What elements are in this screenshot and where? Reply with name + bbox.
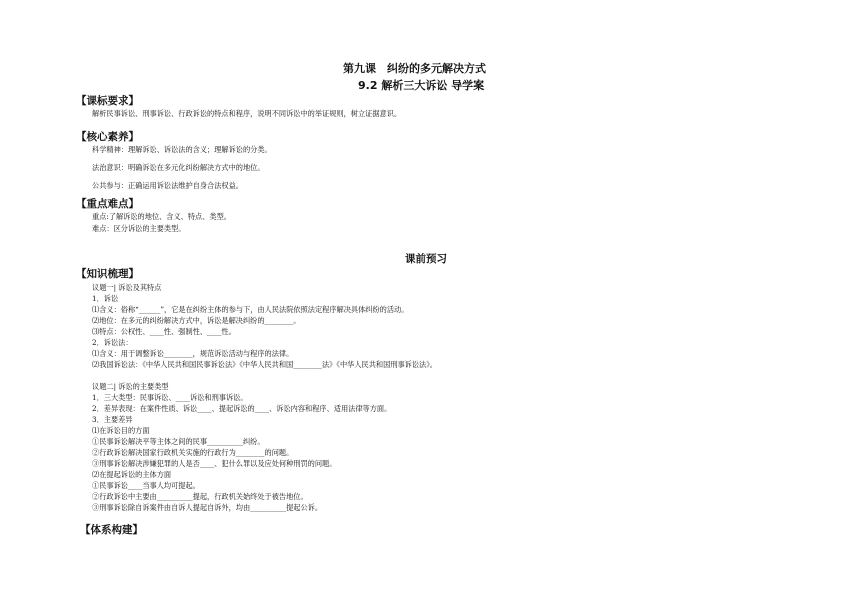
knowledge-line: ⑴在诉讼目的方面 xyxy=(92,426,150,435)
knowledge-line: ③刑事诉讼除自诉案件由自诉人提起自诉外，均由__________提起公诉。 xyxy=(92,503,323,512)
keypoints-line-2: 难点：区分诉讼的主要类型。 xyxy=(92,224,186,233)
section-heading-keypoints: 【重点难点】 xyxy=(76,198,139,210)
knowledge-line: ⑵在提起诉讼的主体方面 xyxy=(92,470,172,479)
knowledge-line: ②行政诉讼中主要由__________提起，行政机关始终处于被告地位。 xyxy=(92,492,308,501)
knowledge-line: ⑵我国诉讼法：《中华人民共和国民事诉讼法》《中华人民共和国________法》《中华人民共和国刑事诉讼法》。 xyxy=(92,360,437,369)
section-heading-knowledge: 【知识梳理】 xyxy=(76,268,139,280)
knowledge-line: ①民事诉讼解决平等主体之间的民事__________纠纷。 xyxy=(92,437,265,446)
knowledge-line: ③刑事诉讼解决涉嫌犯罪的人是否____、犯什么罪以及应处何种刑罚的问题。 xyxy=(92,459,337,468)
knowledge-line: ⑴含义：俗称“______”，它是在纠纷主体的参与下，由人民法院依照法定程序解决具体纠纷的活动。 xyxy=(92,305,409,314)
curriculum-text: 解析民事诉讼、刑事诉讼、行政诉讼的特点和程序，说明不同诉讼中的举证规则，树立证据意识。 xyxy=(92,109,402,118)
knowledge-line: ①民事诉讼____当事人均可提起。 xyxy=(92,481,200,490)
core-line-3: 公共参与：正确运用诉讼法维护自身合法权益。 xyxy=(92,181,243,190)
knowledge-line: 2．诉讼法： xyxy=(92,338,133,347)
knowledge-line xyxy=(92,371,437,382)
document-subtitle: 9.2 解析三大诉讼 导学案 xyxy=(358,79,485,92)
section-heading-core: 【核心素养】 xyxy=(76,131,139,143)
knowledge-line: ②行政诉讼解决国家行政机关实施的行政行为________的问题。 xyxy=(92,448,294,457)
knowledge-line: 3．主要差异 xyxy=(92,415,133,424)
preview-heading: 课前预习 xyxy=(405,253,447,265)
section-heading-system: 【体系构建】 xyxy=(80,524,143,536)
knowledge-block xyxy=(92,283,437,514)
keypoints-line-1: 重点:了解诉讼的地位、含义、特点、类型。 xyxy=(92,212,231,221)
knowledge-line: 议题二| 诉讼的主要类型 xyxy=(92,382,169,391)
knowledge-line: ⑶特点：公权性、____性、强制性、____性。 xyxy=(92,327,236,336)
core-line-2: 法治意识：明确诉讼在多元化纠纷解决方式中的地位。 xyxy=(92,163,265,172)
core-line-1: 科学精神：理解诉讼、诉讼法的含义；理解诉讼的分类。 xyxy=(92,145,272,154)
knowledge-line: 议题一| 诉讼及其特点 xyxy=(92,283,162,292)
document-title: 第九课 纠纷的多元解决方式 xyxy=(343,62,486,75)
knowledge-line: 2．差异表现：在案件性质、诉讼____、提起诉讼的____、诉讼内容和程序、适用法律等方面。 xyxy=(92,404,392,413)
knowledge-line: ⑵地位：在多元的纠纷解决方式中，诉讼是解决纠纷的________。 xyxy=(92,316,301,325)
knowledge-line: ⑴含义：用于调整诉讼________，规范诉讼活动与程序的法律。 xyxy=(92,349,294,358)
knowledge-line: 1．三大类型：民事诉讼、____诉讼和刑事诉讼。 xyxy=(92,393,248,402)
section-heading-curriculum: 【课标要求】 xyxy=(76,95,139,107)
knowledge-line: 1．诉讼 xyxy=(92,294,119,303)
